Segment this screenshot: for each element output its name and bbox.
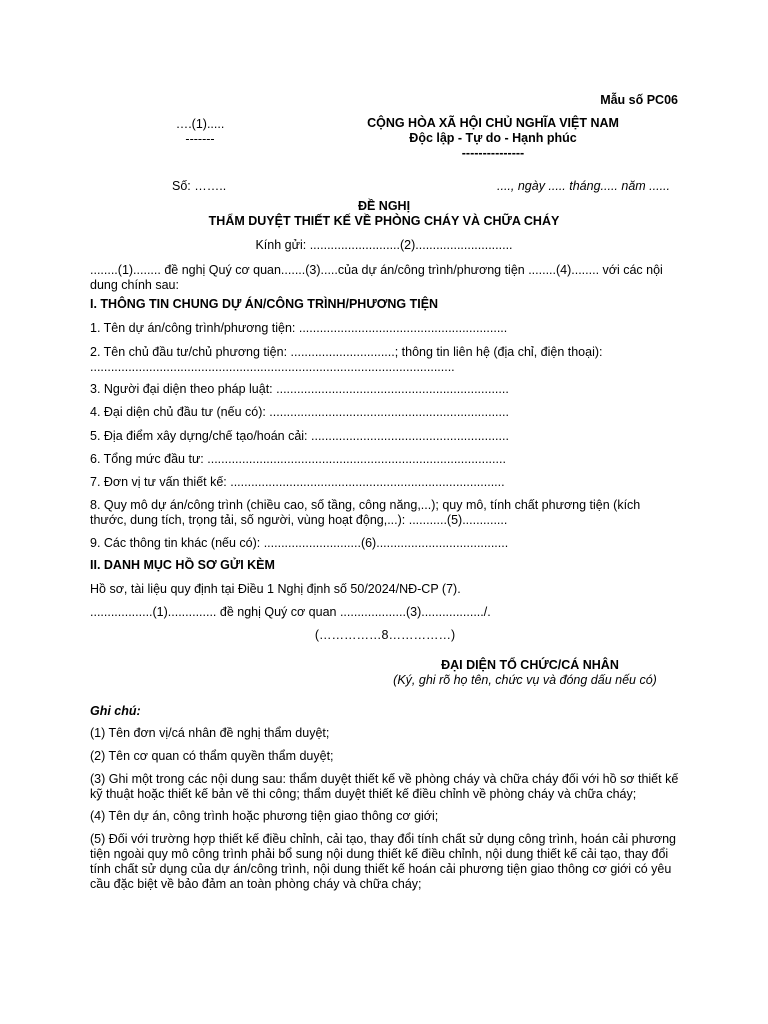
recipient-line: Kính gửi: ..........................(2)............................ [255,238,513,252]
org-divider: ------- [185,132,215,146]
note-4: (4) Tên dự án, công trình hoặc phương tiện giao thông cơ giới; [90,809,439,823]
request-line: ..................(1).............. đề nghị Quý cơ quan ...................(3)................../. [90,605,491,619]
doc-title-1: ĐỀ NGHỊ [357,199,411,213]
section-1-heading: I. THÔNG TIN CHUNG DỰ ÁN/CÔNG TRÌNH/PHƯƠNG TIỆN [90,297,439,311]
info-item-5: 5. Địa điểm xây dựng/chế tạo/hoán cải: ......................................................... [90,429,509,443]
notes-heading: Ghi chú: [90,704,141,718]
info-item-8: 8. Quy mô dự án/công trình (chiều cao, số tầng, công năng,...); quy mô, tính chất phương tiện (kích thước, dung tích, trọng tải, số người, vùng hoạt động,...): ...........(5)............. [90,498,641,527]
doc-title-2: THẨM DUYỆT THIẾT KẾ VỀ PHÒNG CHÁY VÀ CHỮA CHÁY [208,214,560,228]
country-name: CỘNG HÒA XÃ HỘI CHỦ NGHĨA VIỆT NAM [367,116,619,130]
motto-divider: --------------- [461,146,525,160]
info-item-7: 7. Đơn vị tư vấn thiết kế: ............................................................................... [90,475,505,489]
document-number: Số: …….. [172,179,227,193]
intro-paragraph: ........(1)........ đề nghị Quý cơ quan.......(3).....của dự án/công trình/phương tiện ........(4)........ với các nội dung chính sau: [90,263,663,292]
place-8: (……………8……………) [314,628,456,642]
representative-title: ĐẠI DIỆN TỔ CHỨC/CÁ NHÂN [441,658,619,672]
info-item-3: 3. Người đại diện theo pháp luật: ................................................................... [90,382,509,396]
note-5: (5) Đối với trường hợp thiết kế điều chỉnh, cải tạo, thay đổi tính chất sử dụng công trình, hoán cải phương tiện ngoài quy mô công trình phải bổ sung nội dung thiết kế điều chỉnh, nội dung thiết kế cải tạo, thay đổi tính chất sử dụng của dự án/công trình, nội dung thiết kế hoán cải phương tiện giao thông cơ giới có yêu cầu đặc biệt về bảo đảm an toàn phòng cháy và chữa cháy; [90,832,676,891]
info-item-6: 6. Tổng mức đầu tư: ...................................................................................... [90,452,506,466]
national-motto: Độc lập - Tự do - Hạnh phúc [409,131,577,145]
info-item-1: 1. Tên dự án/công trình/phương tiện: ............................................................ [90,321,508,335]
attachment-line: Hồ sơ, tài liệu quy định tại Điều 1 Nghị định số 50/2024/NĐ-CP (7). [90,582,461,596]
section-2-heading: II. DANH MỤC HỒ SƠ GỬI KÈM [90,558,275,572]
note-3: (3) Ghi một trong các nội dung sau: thẩm duyệt thiết kế về phòng cháy và chữa cháy đối với hồ sơ thiết kế kỹ thuật hoặc thiết kế bản vẽ thi công; thẩm duyệt thiết kế điều chỉnh về phòng cháy và chữa cháy; [90,772,679,801]
info-item-9: 9. Các thông tin khác (nếu có): ............................(6)...................................... [90,536,509,550]
form-code: Mẫu số PC06 [600,93,678,107]
date-line: ...., ngày ..... tháng..... năm ...... [497,179,670,193]
representative-note: (Ký, ghi rõ họ tên, chức vụ và đóng dấu nếu có) [393,673,657,687]
info-item-2: 2. Tên chủ đầu tư/chủ phương tiện: ..............................; thông tin liên hệ (địa chỉ, điện thoại): ......................................................................................................... [90,345,603,374]
org-placeholder: ….(1)..... [175,117,225,131]
note-2: (2) Tên cơ quan có thẩm quyền thẩm duyệt; [90,749,334,763]
info-item-4: 4. Đại diện chủ đầu tư (nếu có): ..................................................................... [90,405,509,419]
note-1: (1) Tên đơn vị/cá nhân đề nghị thẩm duyệt; [90,726,330,740]
